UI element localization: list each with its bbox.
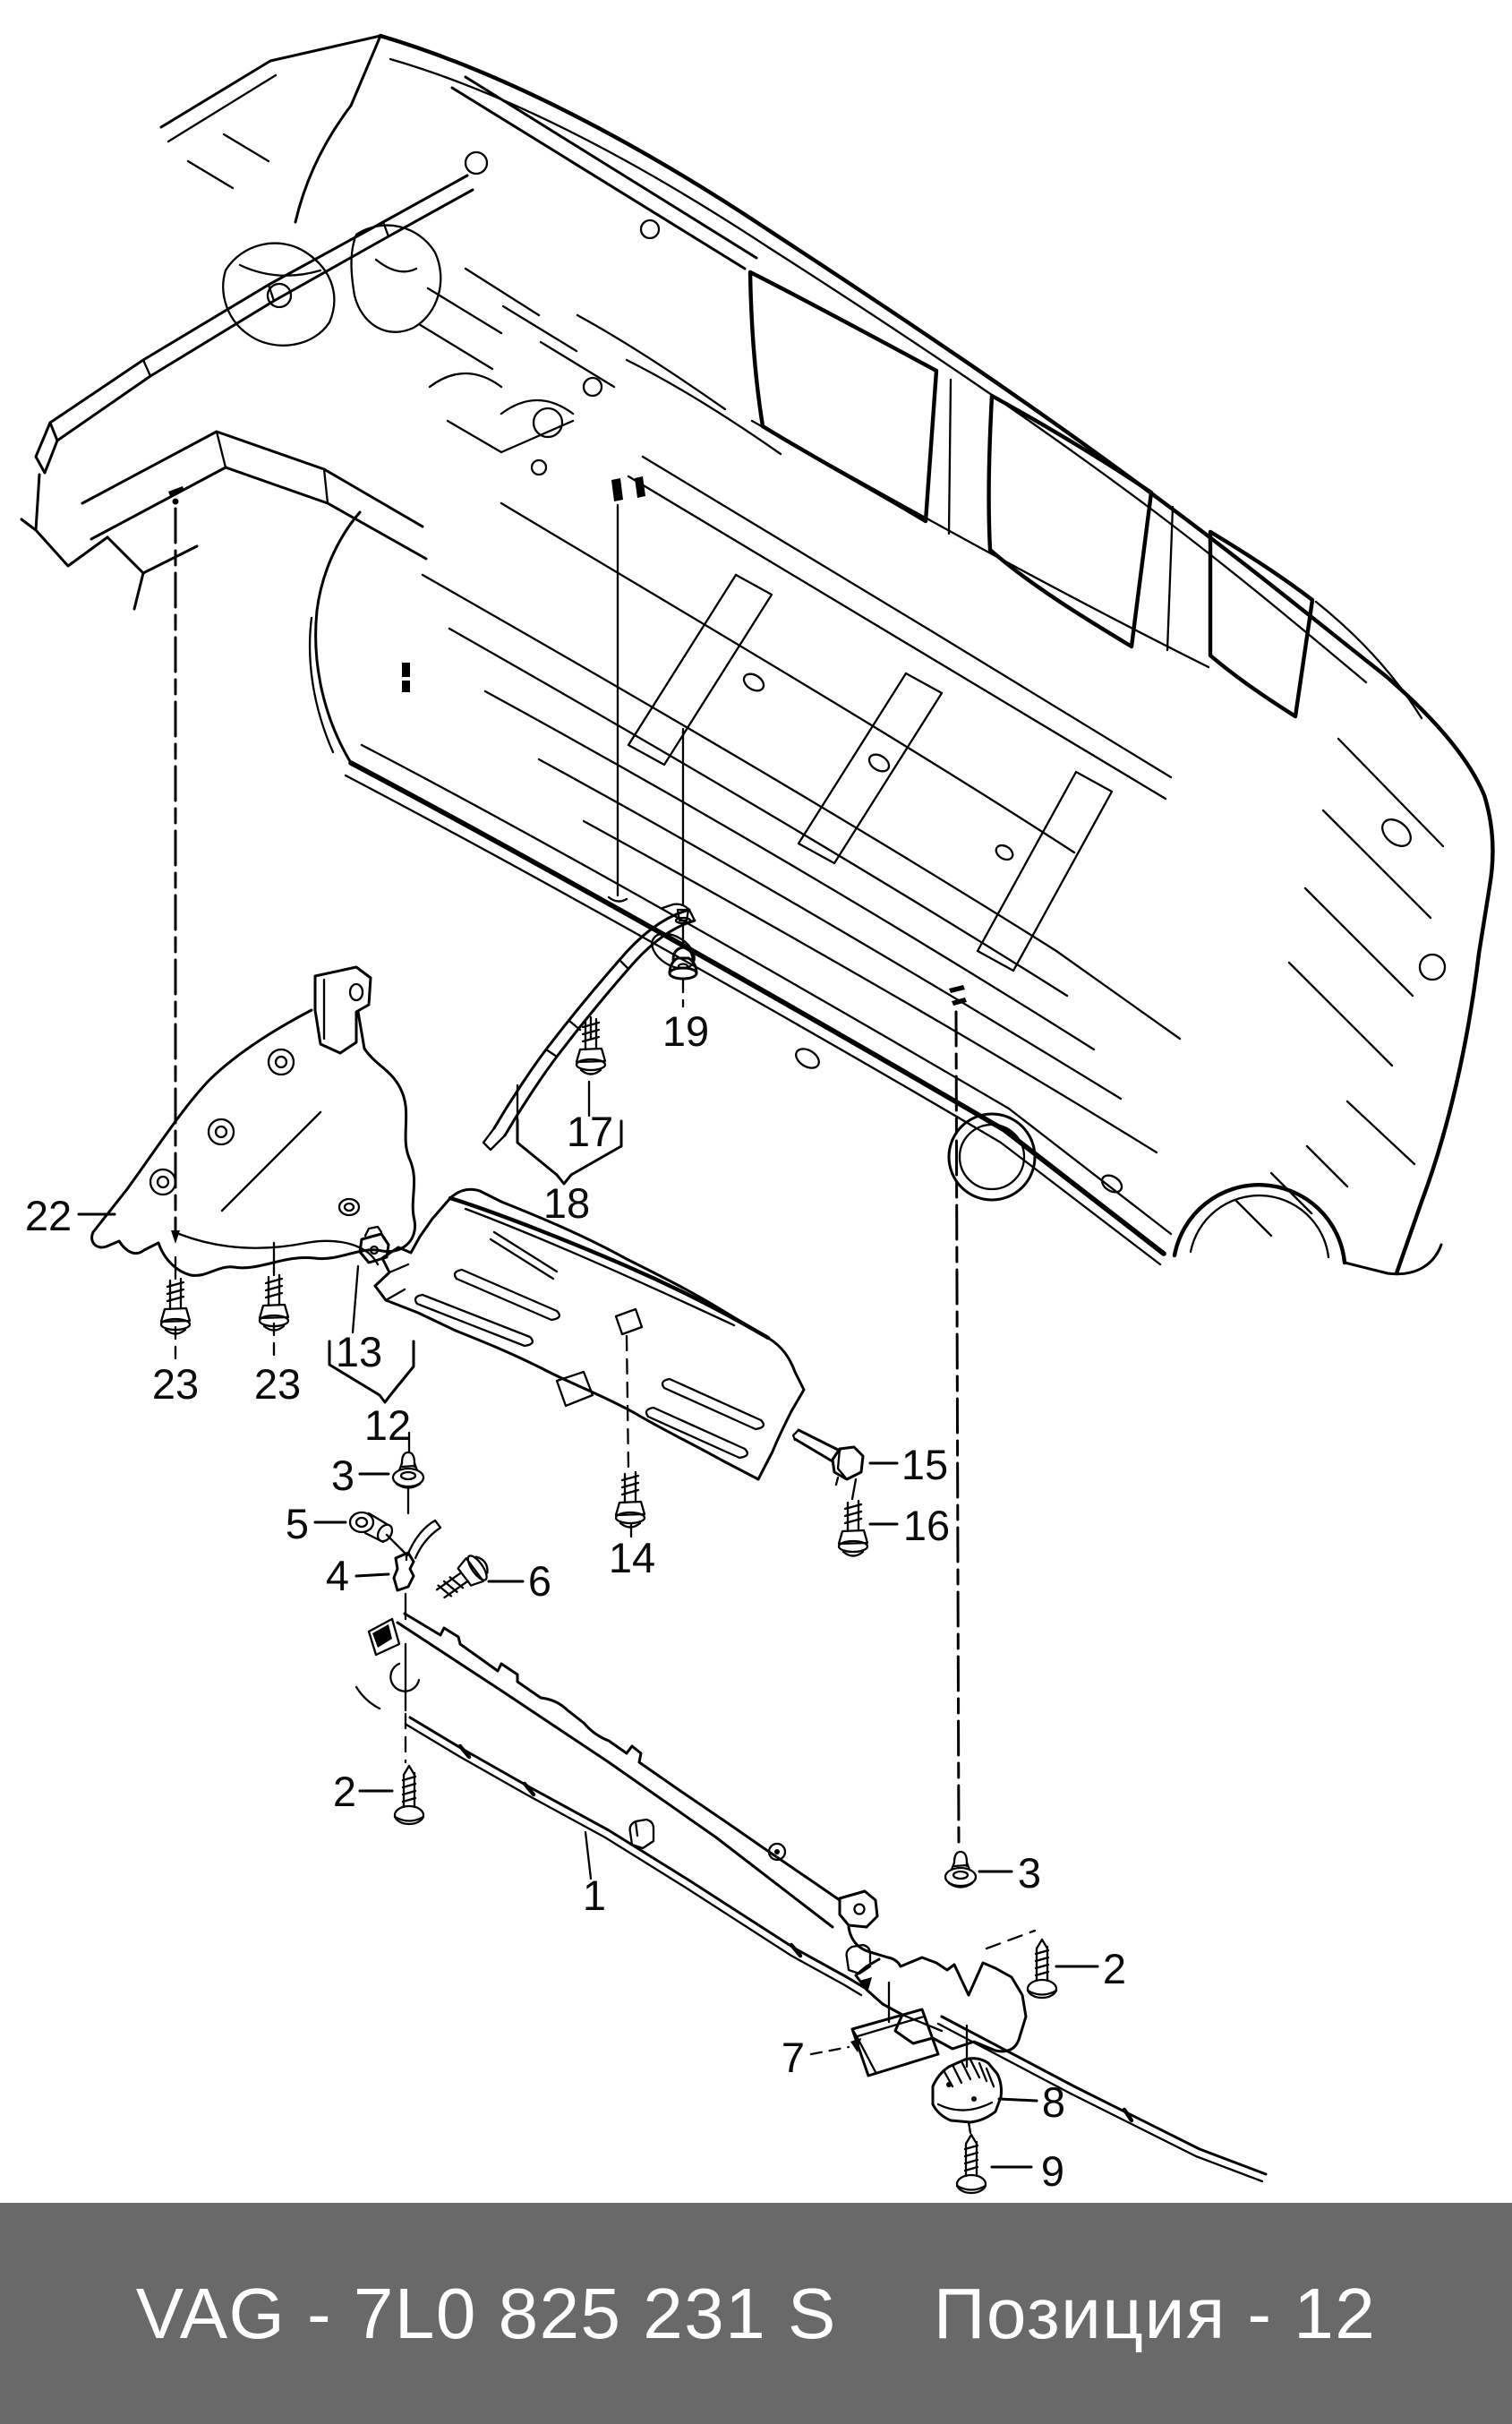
body-roof-and-pillars	[161, 36, 1386, 682]
body-rear-section	[1175, 602, 1492, 1274]
part-9-screw	[957, 2135, 986, 2193]
part-2-screw-left	[395, 1766, 423, 1824]
part-6-screw-angled	[431, 1551, 493, 1606]
part-16-screw	[839, 1501, 867, 1556]
dash-line-right	[956, 1012, 959, 1843]
part-8-ribbed-clamp-nut	[933, 2059, 1002, 2122]
callout-1: 1	[582, 1872, 607, 1919]
part-2-screw-right	[1028, 1940, 1056, 1998]
callout-13: 13	[335, 1328, 383, 1375]
callout-6: 6	[527, 1557, 552, 1605]
callout-3-lower: 3	[1017, 1849, 1042, 1897]
callout-9: 9	[1040, 2147, 1065, 2195]
callout-23-left: 23	[151, 1360, 200, 1408]
part-14-screw	[616, 1472, 645, 1528]
part-4-retainer-bracket	[394, 1520, 440, 1590]
callout-23-right: 23	[253, 1360, 302, 1408]
callout-16: 16	[902, 1502, 951, 1549]
car-body-wireframe	[21, 36, 1492, 1274]
callout-3-upper: 3	[330, 1452, 355, 1499]
part-15-sill-end-piece	[793, 1430, 863, 1485]
footer-part-code: VAG - 7L0 825 231 S	[135, 2273, 837, 2353]
callout-5: 5	[285, 1500, 310, 1547]
callout-2-left: 2	[332, 1768, 357, 1815]
part-1-sill-trim-strip	[356, 1614, 1266, 2181]
mount-point-marks	[168, 476, 967, 1006]
part-12-underbody-panel-centre	[360, 1189, 804, 1479]
callout-2-right: 2	[1102, 1945, 1127, 1992]
part-23-screw-left	[161, 1279, 190, 1334]
callout-12: 12	[363, 1401, 412, 1449]
callout-7: 7	[781, 2034, 806, 2081]
part-22-underbody-panel-front	[92, 967, 415, 1275]
part-23-screw-right	[260, 1275, 288, 1331]
body-floor-pan	[346, 152, 1180, 1264]
body-windows	[750, 272, 1312, 716]
body-front-section	[21, 176, 781, 763]
footer-position-label: Позиция - 12	[933, 2273, 1377, 2353]
callout-17: 17	[566, 1108, 614, 1155]
footer-bar	[0, 2203, 1512, 2424]
callout-18: 18	[542, 1179, 591, 1227]
part-7-slide-pad	[850, 2009, 938, 2076]
part-5-spacer-grommet	[350, 1512, 395, 1544]
callout-15: 15	[901, 1441, 949, 1488]
callout-22: 22	[24, 1192, 73, 1239]
callout-14: 14	[608, 1534, 656, 1581]
callout-19: 19	[662, 1007, 710, 1055]
part-3-clip-upper	[393, 1452, 423, 1488]
callout-4: 4	[325, 1552, 350, 1599]
callout-8: 8	[1041, 2078, 1066, 2126]
part-3-clip-lower	[945, 1852, 976, 1888]
